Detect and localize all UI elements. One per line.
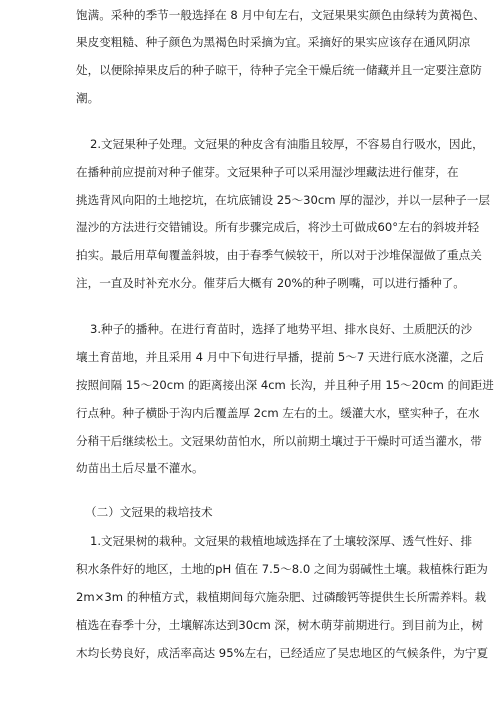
text-line: 果皮变粗糙、种子颜色为黑褐色时采摘为宜。采摘好的果实应该存在通风阴凉	[76, 35, 471, 49]
text-line: 2.文冠果种子处理。文冠果的种皮含有油脂且较厚，不容易自行吸水，因此，	[90, 137, 484, 151]
text-line: 处，以便除掉果皮后的种子晾干，待种子完全干燥后统一储藏并且一定要注意防	[76, 63, 482, 77]
text-line: 湿沙的方法进行交错铺设。所有步骤完成后，将沙土可做成60°左右的斜坡并轻	[76, 220, 480, 234]
text-line: 饱满。采种的季节一般选择在 8 月中旬左右，文冠果果实颜色由绿转为黄褐色、	[76, 8, 485, 22]
text-line: 挑选背风向阳的土地挖坑，在坑底铺设 25～30cm 厚的湿沙，并以一层种子一层	[76, 193, 490, 207]
text-line: 植选在春季十分，土壤解冻达到30cm 深，树木萌芽前期进行。到目前为止，树	[76, 618, 484, 632]
text-line: 行点种。种子横卧于沟内后覆盖厚 2cm 左右的土。缓灌大水，壁实种子，在水	[76, 406, 480, 420]
text-line: 壤土育苗地，并且采用 4 月中下旬进行早播，提前 5～7 天进行底水浇灌，之后	[76, 350, 484, 364]
text-line: 3.种子的播种。在进行育苗时，选择了地势平坦、排水良好、土质肥沃的沙	[90, 322, 473, 336]
text-line: 拍实。最后用草甸覆盖斜坡，由于春季气候较干，所以对于沙堆保湿做了重点关	[76, 248, 482, 262]
text-line: 分稍干后继续松土。文冠果幼苗怕水，所以前期土壤过于干燥时可适当灌水，带	[76, 434, 482, 448]
text-line: 幼苗出土后尽量不灌水。	[76, 461, 204, 475]
text-line: 1.文冠果树的栽种。文冠果的栽植地域选择在了土壤较深厚、透气性好、排	[90, 534, 473, 548]
text-line: 积水条件好的地区，土地的pH 值在 7.5～8.0 之间为弱碱性土壤。栽植株行距为	[76, 562, 488, 576]
text-line: 2m×3m 的种植方式，栽植期间每穴施杂肥、过磷酸钙等提供生长所需养料。栽	[76, 590, 487, 604]
text-line: 潮。	[76, 91, 100, 105]
text-line: 木均长势良好，成活率高达 95%左右，已经适应了吴忠地区的气候条件，为宁夏	[76, 646, 489, 660]
text-line: 注，一直及时补充水分。催芽后大概有 20%的种子咧嘴，可以进行播种了。	[76, 276, 465, 290]
text-line: 按照间隔 15～20cm 的距离接出深 4cm 长沟，并且种子用 15～20cm 的间距进	[76, 378, 494, 392]
section-heading: （二）文冠果的栽培技术	[85, 505, 213, 519]
text-line: 在播种前应提前对种子催芽。文冠果种子可以采用湿沙埋藏法进行催芽，在	[76, 165, 459, 179]
